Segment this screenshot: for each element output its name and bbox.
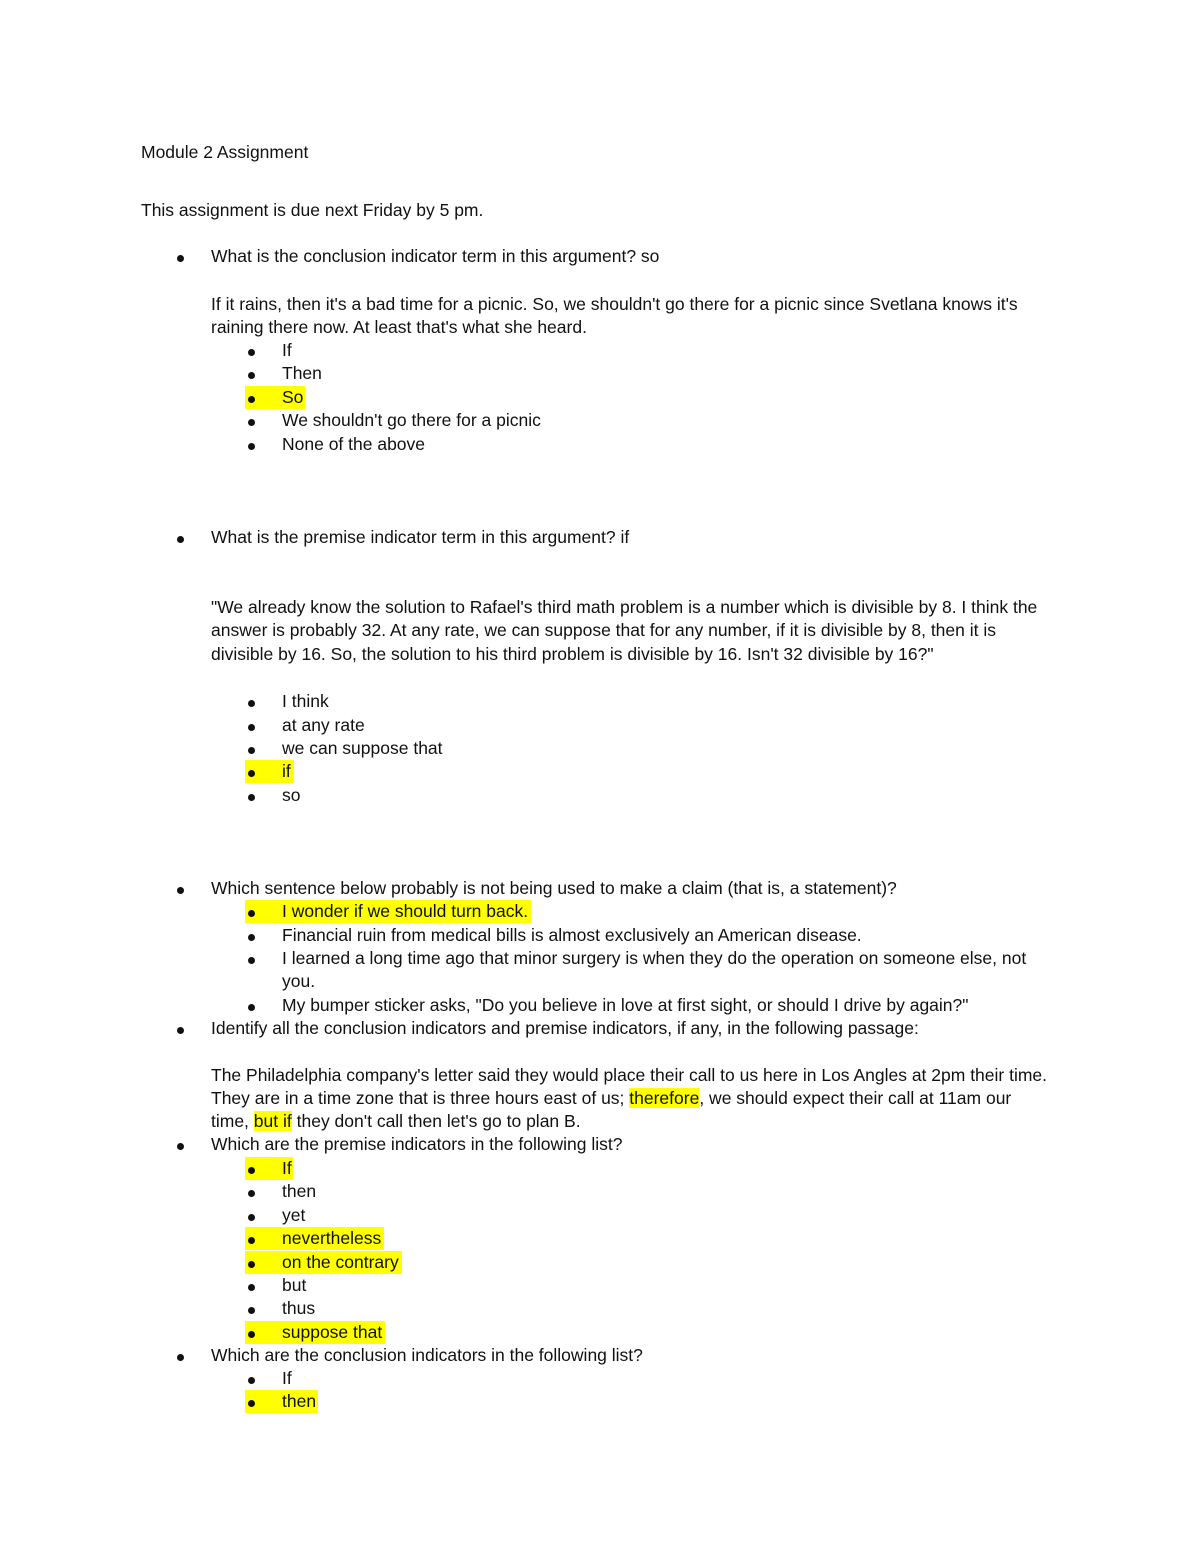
q4-passage-text: time, (211, 1111, 254, 1131)
q2-passage-line2: answer is probably 32. At any rate, we can suppose that for any number, if it is divisible by 8, then it is (211, 620, 996, 640)
bullet-icon (248, 1214, 255, 1221)
q4-passage-line1: The Philadelphia company's letter said they would place their call to us here in Los Angles at 2pm their time. (211, 1065, 1048, 1085)
bullet-icon (248, 419, 255, 426)
q2-option: I think (282, 691, 329, 711)
q1-option: We shouldn't go there for a picnic (282, 410, 541, 430)
bullet-icon (248, 1190, 255, 1197)
q4-passage-line3 (211, 1110, 581, 1133)
bullet-icon (177, 887, 184, 894)
bullet-icon (248, 1400, 255, 1407)
bullet-icon (248, 934, 255, 941)
bullet-icon (248, 1307, 255, 1314)
q5-option: thus (282, 1298, 316, 1318)
page-title: Module 2 Assignment (141, 142, 309, 162)
q5-option: yet (282, 1205, 306, 1225)
q3-option-selected: I wonder if we should turn back. (282, 901, 529, 921)
q3-option: Financial ruin from medical bills is almost exclusively an American disease. (282, 925, 862, 945)
bullet-icon (177, 1143, 184, 1150)
bullet-icon (248, 1377, 255, 1384)
due-note: This assignment is due next Friday by 5 pm. (141, 200, 484, 220)
q2-option-selected: if (282, 761, 291, 781)
bullet-icon (177, 255, 184, 262)
q4-passage-text: They are in a time zone that is three hours east of us; (211, 1088, 630, 1108)
q2-option: so (282, 785, 301, 805)
q5-option-selected: If (282, 1158, 292, 1178)
bullet-icon (248, 372, 255, 379)
bullet-icon (248, 794, 255, 801)
bullet-icon (248, 1237, 255, 1244)
bullet-icon (248, 396, 255, 403)
q6-option-selected: then (282, 1391, 317, 1411)
q1-option: None of the above (282, 434, 426, 454)
bullet-icon (248, 1004, 255, 1011)
q5-option-selected: on the contrary (282, 1252, 399, 1272)
q2-option: at any rate (282, 715, 365, 735)
bullet-icon (248, 1284, 255, 1291)
q1-passage-line2: raining there now. At least that's what she heard. (211, 317, 587, 337)
bullet-icon (248, 443, 255, 450)
bullet-icon (248, 1167, 255, 1174)
bullet-icon (248, 1261, 255, 1268)
q6-option: If (282, 1368, 292, 1388)
q1-option-selected: So (282, 387, 304, 407)
bullet-icon (248, 349, 255, 356)
bullet-icon (248, 770, 255, 777)
q4-passage-text: they don't call then let's go to plan B. (291, 1111, 581, 1131)
q1-question: What is the conclusion indicator term in this argument? so (211, 246, 660, 266)
q4-question: Identify all the conclusion indicators and premise indicators, if any, in the following passage: (211, 1018, 919, 1038)
bullet-icon (248, 957, 255, 964)
q3-question: Which sentence below probably is not being used to make a claim (that is, a statement)? (211, 878, 897, 898)
q5-question: Which are the premise indicators in the following list? (211, 1134, 623, 1154)
bullet-icon (177, 536, 184, 543)
bullet-icon (248, 910, 255, 917)
bullet-icon (248, 700, 255, 707)
q5-option-selected: suppose that (282, 1322, 383, 1342)
q4-highlighted-term: therefore (629, 1088, 700, 1108)
q4-passage-line2 (211, 1087, 1011, 1110)
q2-option: we can suppose that (282, 738, 443, 758)
q3-option-continued: you. (282, 971, 316, 991)
q5-option: then (282, 1181, 317, 1201)
q2-passage-line3: divisible by 16. So, the solution to his third problem is divisible by 16. Isn't 32 divisible by 16?" (211, 644, 934, 664)
q5-option: but (282, 1275, 307, 1295)
q1-option: If (282, 340, 292, 360)
q2-question: What is the premise indicator term in this argument? if (211, 527, 630, 547)
q3-option: My bumper sticker asks, "Do you believe in love at first sight, or should I drive by again?" (282, 995, 969, 1015)
q2-passage-line1: "We already know the solution to Rafael's third math problem is a number which is divisible by 8. I think the (211, 597, 1038, 617)
bullet-icon (177, 1027, 184, 1034)
bullet-icon (248, 747, 255, 754)
q1-passage-line1: If it rains, then it's a bad time for a picnic. So, we shouldn't go there for a picnic since Svetlana knows it's (211, 294, 1018, 314)
q4-highlighted-term: but if (253, 1111, 292, 1131)
bullet-icon (177, 1354, 184, 1361)
bullet-icon (248, 724, 255, 731)
q6-question: Which are the conclusion indicators in the following list? (211, 1345, 643, 1365)
q3-option: I learned a long time ago that minor surgery is when they do the operation on someone else, not (282, 948, 1027, 968)
q4-passage-text: , we should expect their call at 11am our (699, 1088, 1012, 1108)
q5-option-selected: nevertheless (282, 1228, 382, 1248)
q1-option: Then (282, 363, 322, 383)
bullet-icon (248, 1331, 255, 1338)
